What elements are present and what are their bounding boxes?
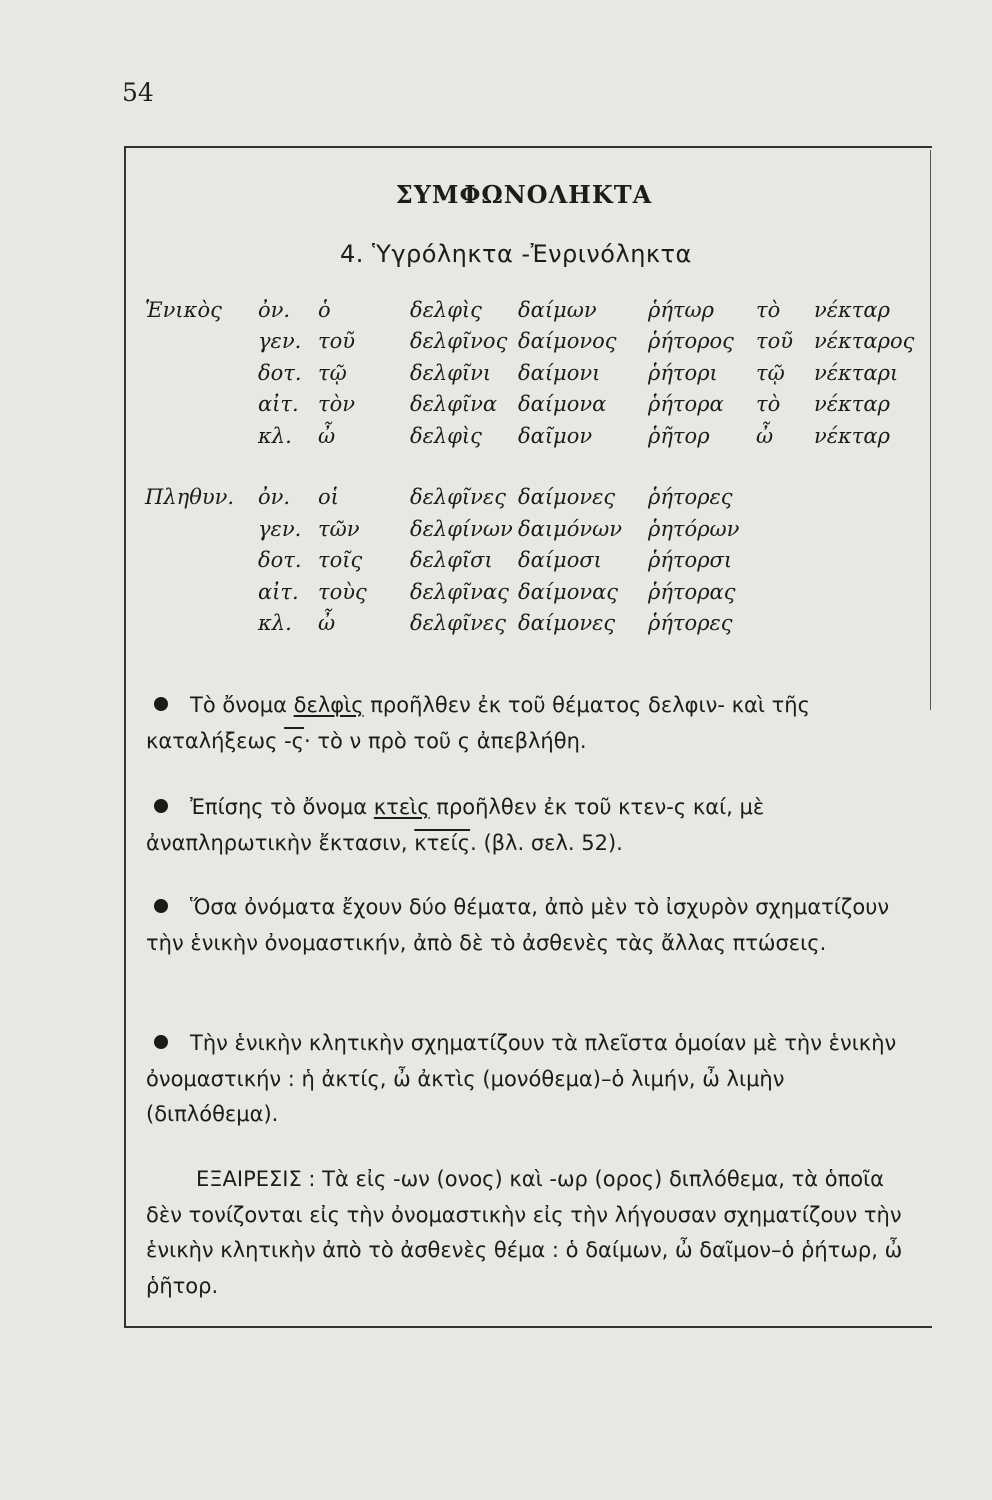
form-rhetor: ῥήτορι bbox=[648, 360, 718, 385]
note-text: Τὴν ἑνικὴν κλητικὴν σχηματίζουν τὰ πλεῖστα ὁμοίαν μὲ τὴν ἑνικὴν ὀνομαστικήν : ἡ ἀκτίς, ὦ ἀκτὶς (μονόθεμα)–ὁ λιμήν, ὦ λιμὴν (διπλόθεμα). bbox=[146, 1031, 897, 1126]
form-rhetor: ῥήτορσι bbox=[648, 548, 733, 573]
form-rhetor: ῥῆτορ bbox=[648, 423, 710, 448]
frame-bottom-border bbox=[124, 1326, 932, 1328]
article: ὦ bbox=[318, 611, 336, 636]
note-text: προῆλθεν ἐκ τοῦ θέματος δελφιν- καὶ τῆς καταλήξεως bbox=[146, 693, 810, 753]
case-label: ὀν. bbox=[258, 297, 291, 322]
form-daimon: δαίμων bbox=[518, 297, 597, 322]
table-row bbox=[145, 576, 924, 608]
section-subtitle: 4. Ὑγρόληκτα -Ἐνρινόληκτα bbox=[340, 240, 692, 268]
bullet-icon bbox=[154, 799, 168, 813]
form-daimon: δαίμονος bbox=[518, 329, 617, 354]
article-neuter: ὦ bbox=[756, 423, 774, 448]
case-label: γεν. bbox=[258, 329, 302, 354]
form-nektar: νέκταρ bbox=[814, 297, 890, 322]
form-delphis: δελφῖνας bbox=[410, 579, 509, 604]
note-vocative bbox=[146, 1026, 906, 1133]
form-delphis: δελφῖνος bbox=[410, 329, 508, 354]
number-label: Ἑνικὸς bbox=[145, 297, 222, 322]
highlighted-word: κτεὶς bbox=[373, 795, 430, 819]
article: τοὺς bbox=[318, 579, 367, 604]
case-label: δοτ. bbox=[258, 548, 302, 573]
section-title: ΣΥΜΦΩΝΟΛΗΚΤΑ bbox=[395, 180, 653, 209]
frame-right-border bbox=[930, 150, 931, 710]
note-text: προῆλθεν ἐκ τοῦ κτεν-ς καί, μὲ ἀναπληρωτικὴν ἔκτασιν, bbox=[146, 795, 765, 855]
highlighted-word: κτείς bbox=[414, 830, 471, 855]
case-label: γεν. bbox=[258, 516, 302, 541]
table-row bbox=[145, 545, 924, 577]
form-delphis: δελφῖσι bbox=[410, 548, 493, 573]
article-neuter: τὸ bbox=[756, 297, 781, 322]
note-text: . (βλ. σελ. 52). bbox=[470, 830, 623, 855]
form-daimon: δαιμόνων bbox=[518, 516, 623, 541]
case-label: κλ. bbox=[258, 611, 292, 636]
article: τὸν bbox=[318, 392, 356, 417]
form-delphis: δελφῖνι bbox=[410, 360, 492, 385]
article-neuter: τῷ bbox=[756, 360, 785, 385]
number-label: Πληθυν. bbox=[145, 485, 235, 510]
form-delphis: δελφίνων bbox=[410, 516, 513, 541]
form-delphis: δελφῖνες bbox=[410, 611, 506, 636]
form-rhetor: ῥήτορας bbox=[648, 579, 736, 604]
article: τοῦ bbox=[318, 329, 356, 354]
frame-top-border bbox=[124, 146, 932, 148]
table-row bbox=[145, 420, 924, 452]
note-two-stems bbox=[146, 890, 906, 961]
form-daimon: δαίμονας bbox=[518, 579, 619, 604]
form-daimon: δαίμονι bbox=[518, 360, 601, 385]
note-text: ΕΞΑΙΡΕΣΙΣ : Τὰ εἰς -ων (ονος) καὶ -ωρ (ορος) διπλόθεμα, τὰ ὁποῖα δὲν τονίζονται εἰς τὴν ὀνομαστικὴν εἰς τὴν λήγουσαν σχηματίζουν τὴν ἑνικὴν κλητικὴν ἀπὸ τὸ ἀσθενὲς θέμα : ὁ δαίμων, ὦ δαῖμον–ὁ ῥήτωρ, ὦ ῥῆτορ. bbox=[146, 1167, 903, 1298]
article: ὁ bbox=[318, 297, 331, 322]
page-number: 54 bbox=[122, 78, 154, 107]
article: τῶν bbox=[318, 516, 360, 541]
form-rhetor: ῥητόρων bbox=[648, 516, 740, 541]
form-nektar: νέκταρ bbox=[814, 392, 890, 417]
article: τῷ bbox=[318, 360, 347, 385]
note-text: · τὸ ν πρὸ τοῦ ς ἀπεβλήθη. bbox=[304, 728, 587, 753]
bullet-icon bbox=[154, 899, 168, 913]
bullet-icon bbox=[154, 697, 168, 711]
frame-left-border bbox=[124, 146, 126, 1326]
article: οἱ bbox=[318, 485, 339, 510]
table-row bbox=[145, 326, 924, 358]
form-nektar: νέκταρ bbox=[814, 423, 890, 448]
note-text: Τὸ ὄνομα bbox=[190, 693, 287, 717]
case-label: αἰτ. bbox=[258, 579, 299, 604]
case-label: κλ. bbox=[258, 423, 292, 448]
form-daimon: δαίμονες bbox=[518, 485, 616, 510]
form-daimon: δαίμονα bbox=[518, 392, 607, 417]
form-rhetor: ῥήτορα bbox=[648, 392, 724, 417]
form-nektar: νέκταρος bbox=[814, 329, 915, 354]
note-text: Ἐπίσης τὸ ὄνομα bbox=[190, 795, 368, 819]
form-delphis: δελφὶς bbox=[410, 423, 482, 448]
form-daimon: δαίμονες bbox=[518, 611, 616, 636]
article-neuter: τοῦ bbox=[756, 329, 794, 354]
case-label: δοτ. bbox=[258, 360, 302, 385]
table-row bbox=[145, 482, 924, 514]
form-daimon: δαίμοσι bbox=[518, 548, 602, 573]
table-row bbox=[145, 294, 924, 326]
form-delphis: δελφῖνα bbox=[410, 392, 498, 417]
bullet-icon bbox=[154, 1035, 168, 1049]
table-row bbox=[145, 608, 924, 640]
suffix-marker: -ς bbox=[284, 728, 305, 753]
form-delphis: δελφῖνες bbox=[410, 485, 506, 510]
article-neuter: τὸ bbox=[756, 392, 781, 417]
form-rhetor: ῥήτωρ bbox=[648, 297, 715, 322]
form-rhetor: ῥήτορες bbox=[648, 485, 733, 510]
article: τοῖς bbox=[318, 548, 363, 573]
case-label: ὀν. bbox=[258, 485, 291, 510]
note-text: Ὅσα ὀνόματα ἔχουν δύο θέματα, ἀπὸ μὲν τὸ ἰσχυρὸν σχηματίζουν τὴν ἑνικὴν ὀνομαστικήν, ἀπὸ δὲ τὸ ἀσθενὲς τὰς ἄλλας πτώσεις. bbox=[146, 895, 890, 955]
case-label: αἰτ. bbox=[258, 392, 299, 417]
highlighted-word: δελφὶς bbox=[293, 693, 364, 717]
form-rhetor: ῥήτορες bbox=[648, 611, 733, 636]
form-nektar: νέκταρι bbox=[814, 360, 899, 385]
form-daimon: δαῖμον bbox=[518, 423, 593, 448]
note-delphis bbox=[146, 688, 914, 759]
note-exception bbox=[146, 1162, 906, 1304]
form-delphis: δελφὶς bbox=[410, 297, 482, 322]
article: ὦ bbox=[318, 423, 336, 448]
declension-table bbox=[145, 294, 924, 639]
table-row bbox=[145, 357, 924, 389]
table-row bbox=[145, 513, 924, 545]
table-row bbox=[145, 389, 924, 421]
form-rhetor: ῥήτορος bbox=[648, 329, 734, 354]
note-kteis bbox=[146, 790, 914, 861]
